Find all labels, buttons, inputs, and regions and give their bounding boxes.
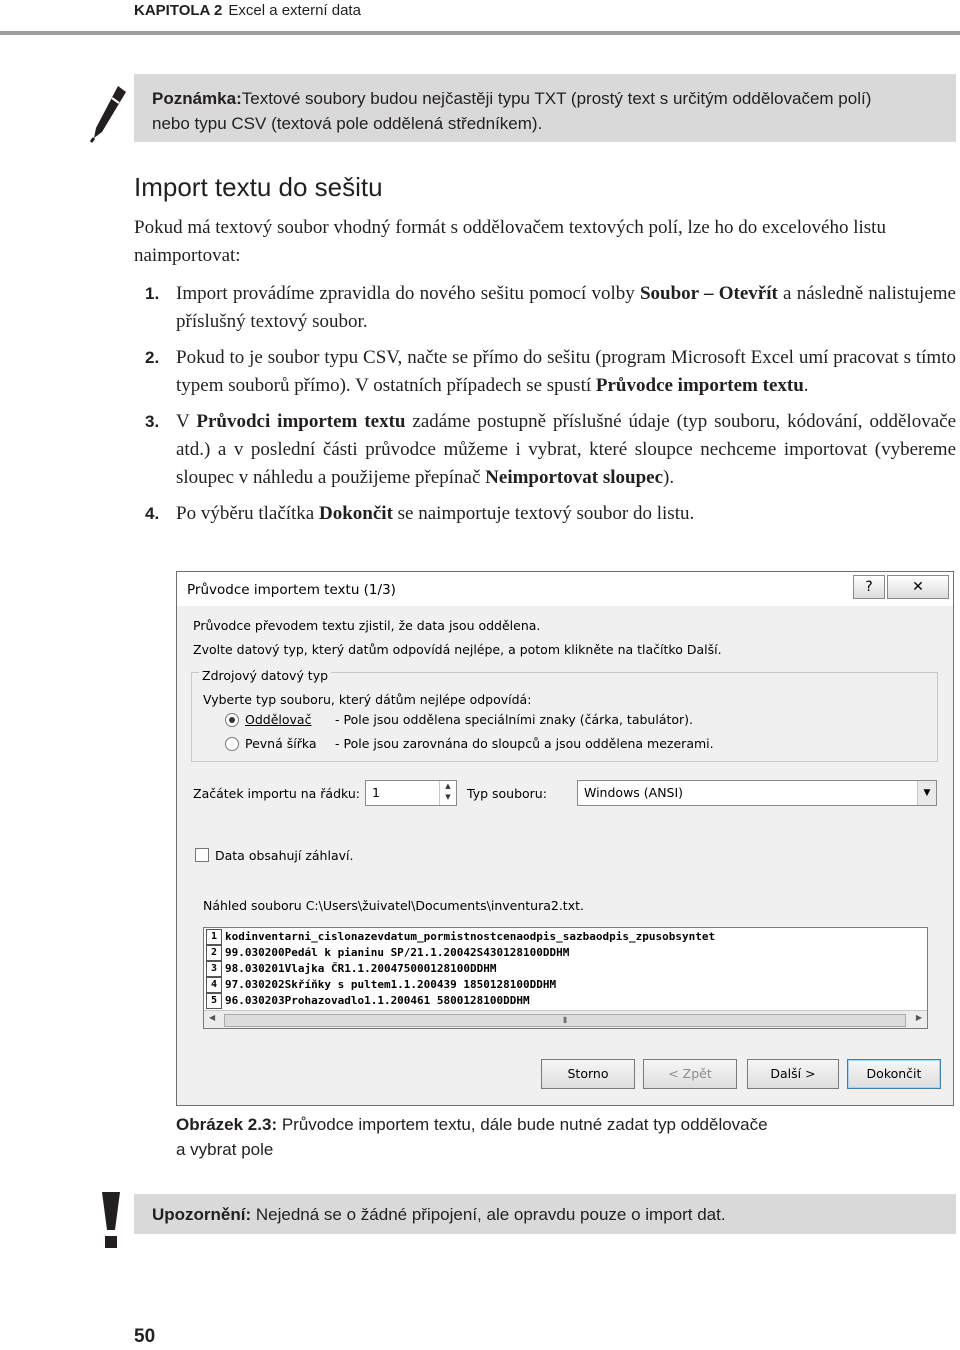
dialog-intro-1: Průvodce převodem textu zjistil, že data jsou oddělena. [193,618,541,633]
chapter-heading [134,2,361,19]
step-text: a následně nalistujeme příslušný textový soubor. [176,283,956,332]
fixed-width-radio[interactable] [225,737,239,751]
delimited-radio[interactable] [225,713,239,727]
row-number: 4 [206,977,222,993]
table-row [204,992,927,1009]
note-line2: nebo typu CSV (textová pole oddělená středníkem). [152,114,543,133]
dialog-intro-2: Zvolte datový typ, který datům odpovídá nejlépe, a potom klikněte na tlačítko Další. [193,642,722,657]
start-row-spinner[interactable] [365,780,457,806]
step-number: 4. [145,504,160,523]
file-type-select[interactable] [577,780,937,806]
step-text: Po výběru tlačítka [176,503,319,524]
scroll-right-icon[interactable]: ▶ [915,1013,922,1022]
headers-label[interactable]: Data obsahují záhlaví. [215,848,354,863]
dialog-titlebar [177,572,953,606]
chapter-title: Excel a externí data [228,2,361,19]
table-row [204,960,927,977]
delimited-description: - Pole jsou oddělena speciálními znaky (čárka, tabulátor). [335,712,694,727]
table-row [204,944,927,961]
list-item [134,280,956,336]
headers-checkbox[interactable] [195,848,209,862]
warning-box [134,1194,956,1234]
back-button[interactable]: < Zpět [643,1059,737,1089]
row-text: 96.030203Prohazovadlo1.1.200461 5800128100DDHM [225,994,530,1007]
finish-button[interactable]: Dokončit [847,1059,941,1089]
step-text: Import provádíme zpravidla do nového sešitu pomocí volby [176,283,640,304]
warning-text [152,1202,726,1227]
cancel-button[interactable]: Storno [541,1059,635,1089]
step-number: 2. [145,348,160,367]
step-text: V [176,411,197,432]
caption-label: Obrázek 2.3: [176,1115,278,1134]
next-button[interactable]: Další > [747,1059,839,1089]
row-number: 1 [206,929,222,945]
page-number: 50 [134,1326,156,1347]
chapter-label: KAPITOLA 2 [134,2,223,19]
note-text [152,86,952,136]
running-header [0,0,960,36]
close-button[interactable] [887,575,949,599]
start-row-label: Začátek importu na řádku: [193,786,361,801]
pen-icon [88,84,128,144]
scroll-left-icon[interactable]: ◀ [209,1013,216,1022]
step-number: 1. [145,284,160,303]
note-box [134,74,956,142]
delimited-label[interactable]: Oddělovač [245,712,312,727]
row-text: 99.030200Pedál k pianinu SP/21.1.20042S430128100DDHM [225,946,570,959]
step-bold: Průvodci importem textu [196,411,406,432]
choose-type-label: Vyberte typ souboru, který dátům nejlépe odpovídá: [203,692,532,707]
fixed-width-description: - Pole jsou zarovnána do sloupců a jsou oddělena mezerami. [335,736,714,751]
step-bold: Průvodce importem textu [595,375,804,396]
section-title: Import textu do sešitu [134,172,383,202]
preview-label: Náhled souboru C:\Users\žuivatel\Documents\inventura2.txt. [203,898,584,913]
help-button[interactable] [853,575,885,599]
help-icon: ? [865,579,873,595]
close-icon: ✕ [912,579,924,595]
import-wizard-dialog [176,571,954,1106]
horizontal-scrollbar[interactable] [204,1010,927,1028]
table-row [204,928,927,945]
section-intro: Pokud má textový soubor vhodný formát s oddělovačem textových polí, lze ho do excelového listu naimportovat: [134,217,886,266]
exclamation-icon [96,1190,126,1250]
table-row [204,976,927,993]
start-row-value: 1 [372,785,380,800]
warning-label: Upozornění: [152,1205,252,1224]
row-text: 97.030202Skříňky s pultem1.1.200439 1850128100DDHM [225,978,557,991]
caption-line1: Průvodce importem textu, dále bude nutné zadat typ oddělovače [277,1115,768,1134]
group-label: Zdrojový datový typ [199,668,331,683]
caption-line2: a vybrat pole [176,1140,274,1159]
row-number: 2 [206,945,222,961]
dialog-title: Průvodce importem textu (1/3) [187,582,396,598]
note-label: Poznámka: [152,89,242,108]
list-item [134,344,956,400]
list-item [134,500,956,528]
step-bold: Dokončit [319,503,393,524]
row-text: kodinventarni_cislonazevdatum_pormistnostcenaodpis_sazbaodpis_zpusobsyntet [225,930,716,943]
list-item [134,408,956,492]
scroll-thumb[interactable]: ⦀ [224,1014,906,1027]
step-text: . [803,375,809,396]
step-number: 3. [145,412,160,431]
step-bold: Soubor – Otevřít [639,283,778,304]
warning-body: Nejedná se o žádné připojení, ale opravdu pouze o import dat. [251,1205,726,1224]
row-number: 5 [206,993,222,1009]
steps-list [134,280,956,536]
chevron-down-icon[interactable]: ▼ [917,781,936,805]
step-bold: Neimportovat sloupec [485,467,664,488]
step-text: Pokud to je soubor typu CSV, načte se přímo do sešitu (program Microsoft Excel umí pracovat s tímto typem souborů přímo). V ostatních případech se spustí [176,347,956,396]
note-line1: Textové soubory budou nejčastěji typu TXT (prostý text s určitým oddělovačem polí) [241,89,872,108]
row-text: 98.030201Vlajka ČR1.1.200475000128100DDHM [225,962,497,975]
fixed-width-label[interactable]: Pevná šířka [245,736,317,751]
file-type-value: Windows (ANSI) [584,785,684,800]
figure-caption [176,1112,856,1162]
step-text: zadáme postupně příslušné údaje (typ souboru, kódování, oddělovače atd.) a v poslední části průvodce můžeme i vybrat, které sloupce nechceme importovat (vybereme sloupec v náhledu a použijeme přepínač [176,411,957,488]
row-number: 3 [206,961,222,977]
step-text: ). [663,467,675,488]
header-rule [0,31,960,35]
step-text: se naimportuje textový soubor do listu. [392,503,695,524]
file-preview[interactable] [203,927,928,1029]
spinner-arrows-icon[interactable]: ▲ ▼ [439,781,456,805]
file-type-label: Typ souboru: [467,786,547,801]
